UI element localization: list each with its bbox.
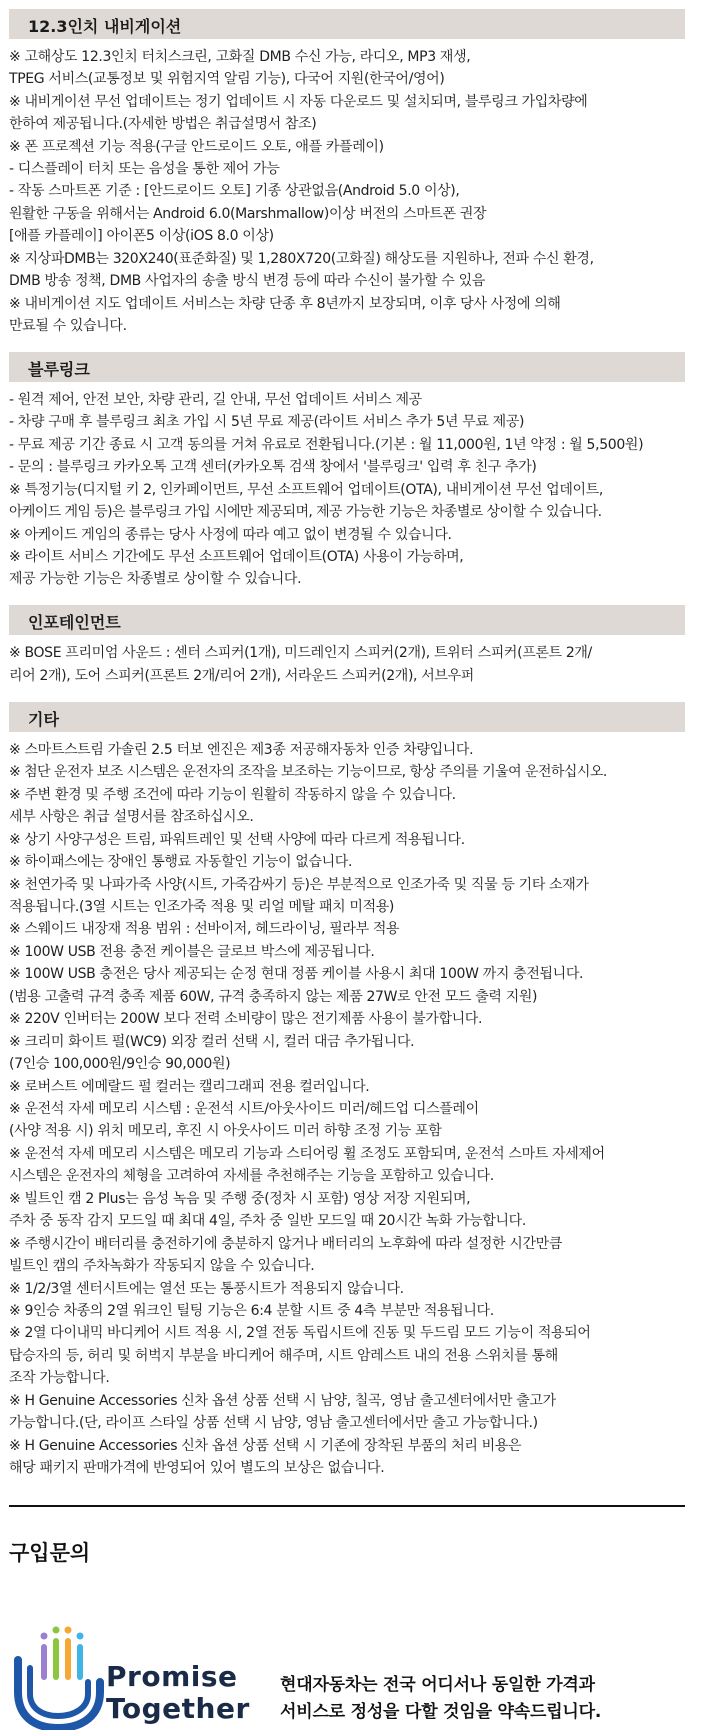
brand-tagline-line2: 서비스로 정성을 다할 것임을 약속드립니다. (280, 1702, 602, 1722)
note-line: ※ 220V 인버터는 200W 보다 전력 소비량이 많은 전기제품 사용이 불가합니다. (9, 1011, 483, 1027)
note-line: ※ BOSE 프리미엄 사운드 : 센터 스피커(1개), 미드레인지 스피커(2개), 트위터 스피커(프론트 2개/ (9, 645, 592, 661)
note-line: ※ 아케이드 게임의 종류는 당사 사정에 따라 예고 없이 변경될 수 있습니다. (9, 527, 452, 543)
note-line: ※ 스웨이드 내장재 적용 범위 : 선바이저, 헤드라이닝, 필라부 적용 (9, 921, 400, 937)
hand-logo-icon (8, 1612, 108, 1730)
note-line: - 작동 스마트폰 기준 : [안드로이드 오토] 기종 상관없음(Android 5.0 이상), (9, 183, 460, 199)
note-line: - 차량 구매 후 블루링크 최초 가입 시 5년 무료 제공(라이트 서비스 추가 5년 무료 제공) (9, 414, 525, 430)
note-line: ※ 2열 다이내믹 바디케어 시트 적용 시, 2열 전동 독립시트에 진동 및 두드림 모드 기능이 적용되어 (9, 1325, 591, 1341)
note-line: - 디스플레이 터치 또는 음성을 통한 제어 가능 (9, 161, 280, 177)
note-line: 한하여 제공됩니다.(자세한 방법은 취급설명서 참조) (9, 116, 317, 132)
note-line: ※ 운전석 자세 메모리 시스템은 메모리 기능과 스티어링 휠 조정도 포함되며, 운전석 스마트 자세제어 (9, 1146, 605, 1162)
section-title: 블루링크 (28, 360, 90, 379)
note-line: (범용 고출력 규격 충족 제품 60W, 규격 충족하지 않는 제품 27W로 안전 모드 출력 지원) (9, 989, 538, 1005)
note-line: ※ 내비게이션 지도 업데이트 서비스는 차량 단종 후 8년까지 보장되며, 이후 당사 사정에 의해 (9, 296, 561, 312)
note-line: 시스템은 운전자의 체형을 고려하여 자세를 추천해주는 기능을 포함하고 있습니다. (9, 1168, 494, 1184)
section-header-infotainment (9, 605, 685, 635)
note-line: ※ 9인승 차종의 2열 워크인 틸팅 기능은 6:4 분할 시트 중 4측 부분만 적용됩니다. (9, 1303, 494, 1319)
note-line: ※ 하이패스에는 장애인 통행료 자동할인 기능이 없습니다. (9, 854, 353, 870)
section-title: 12.3인치 내비게이션 (28, 17, 182, 36)
note-line: ※ 주행시간이 배터리를 충전하기에 충분하지 않거나 배터리의 노후화에 따라 설정한 시간만큼 (9, 1236, 562, 1252)
divider (9, 1505, 685, 1507)
purchase-inquiry-title: 구입문의 (9, 1541, 91, 1565)
note-line: 세부 사항은 취급 설명서를 참조하십시오. (9, 809, 254, 825)
note-line: - 문의 : 블루링크 카카오톡 고객 센터(카카오톡 검색 창에서 '블루링크' 입력 후 친구 추가) (9, 459, 537, 475)
note-line: ※ 내비게이션 무선 업데이트는 정기 업데이트 시 자동 다운로드 및 설치되며, 블루링크 가입차량에 (9, 94, 588, 110)
note-line: 해당 패키지 판매가격에 반영되어 있어 별도의 보상은 없습니다. (9, 1460, 385, 1476)
note-line: 적용됩니다.(3열 시트는 인조가죽 적용 및 리얼 메탈 패치 미적용) (9, 899, 395, 915)
note-line: - 무료 제공 기간 종료 시 고객 동의를 거쳐 유료로 전환됩니다.(기본 : 월 11,000원, 1년 약정 : 월 5,500원) (9, 437, 644, 453)
logo-dot-orange (65, 1627, 72, 1634)
logo-finger-cyan (77, 1644, 83, 1680)
section-header-bluelink (9, 352, 685, 382)
note-line: ※ H Genuine Accessories 신차 옵션 상품 선택 시 기존에 장착된 부품의 처리 비용은 (9, 1438, 522, 1454)
note-line: DMB 방송 정책, DMB 사업자의 송출 방식 변경 등에 따라 수신이 불가할 수 있음 (9, 273, 485, 289)
logo-finger-purple (41, 1644, 47, 1680)
note-line: 빌트인 캠의 주차녹화가 작동되지 않을 수 있습니다. (9, 1258, 315, 1274)
note-line: 탑승자의 등, 허리 및 허벅지 부분을 바디케어 해주며, 시트 암레스트 내의 전용 스위치를 통해 (9, 1348, 558, 1364)
brand-line-promise: Promise (106, 1660, 238, 1693)
section-title: 기타 (28, 710, 59, 729)
logo-finger-orange (65, 1638, 71, 1680)
note-line: - 원격 제어, 안전 보안, 차량 관리, 길 안내, 무선 업데이트 서비스 제공 (9, 392, 422, 408)
note-line: (7인승 100,000원/9인승 90,000원) (9, 1056, 231, 1072)
note-line: 리어 2개), 도어 스피커(프론트 2개/리어 2개), 서라운드 스피커(2개), 서브우퍼 (9, 668, 474, 684)
note-line: ※ 특정기능(디지털 키 2, 인카페이먼트, 무선 소프트웨어 업데이트(OTA), 내비게이션 무선 업데이트, (9, 482, 603, 498)
note-line: ※ 첨단 운전자 보조 시스템은 운전자의 조작을 보조하는 기능이므로, 항상 주의를 기울여 운전하십시오. (9, 764, 607, 780)
note-line: TPEG 서비스(교통정보 및 위험지역 알림 기능), 다국어 지원(한국어/영어) (9, 71, 445, 87)
note-line: 만료될 수 있습니다. (9, 318, 127, 334)
note-line: ※ 빌트인 캠 2 Plus는 음성 녹음 및 주행 중(정차 시 포함) 영상 저장 지원되며, (9, 1191, 471, 1207)
note-line: ※ H Genuine Accessories 신차 옵션 상품 선택 시 남양, 칠곡, 영남 출고센터에서만 출고가 (9, 1393, 556, 1409)
note-line: ※ 스마트스트림 가솔린 2.5 터보 엔진은 제3종 저공해자동차 인증 차량입니다. (9, 742, 474, 758)
note-line: ※ 100W USB 전용 충전 케이블은 글로브 박스에 제공됩니다. (9, 944, 375, 960)
logo-finger-green (53, 1638, 59, 1680)
note-line: 가능합니다.(단, 라이프 스타일 상품 선택 시 남양, 영남 출고센터에서만 출고 가능합니다.) (9, 1415, 538, 1431)
logo-dot-cyan (77, 1633, 84, 1640)
note-line: ※ 1/2/3열 센터시트에는 열선 또는 통풍시트가 적용되지 않습니다. (9, 1281, 404, 1297)
note-line: 주차 중 동작 감지 모드일 때 최대 4일, 주차 중 일반 모드일 때 20시간 녹화 가능합니다. (9, 1213, 526, 1229)
brand-line-together: Together (106, 1692, 250, 1725)
note-line: ※ 100W USB 충전은 당사 제공되는 순정 현대 정품 케이블 사용시 최대 100W 까지 충전됩니다. (9, 966, 584, 982)
note-line: ※ 지상파DMB는 320X240(표준화질) 및 1,280X720(고화질) 해상도를 지원하나, 전파 수신 환경, (9, 251, 594, 267)
note-line: ※ 폰 프로젝션 기능 적용(구글 안드로이드 오토, 애플 카플레이) (9, 139, 384, 155)
note-line: 원활한 구동을 위해서는 Android 6.0(Marshmallow)이상 버전의 스마트폰 권장 (9, 206, 487, 222)
section-header-navigation (9, 9, 685, 39)
note-line: 제공 가능한 기능은 차종별로 상이할 수 있습니다. (9, 571, 302, 587)
note-line: ※ 주변 환경 및 주행 조건에 따라 기능이 원활히 작동하지 않을 수 있습니다. (9, 787, 456, 803)
note-line: ※ 상기 사양구성은 트림, 파워트레인 및 선택 사양에 따라 다르게 적용됩니다. (9, 832, 465, 848)
note-line: ※ 로버스트 에메랄드 펄 컬러는 캘리그래피 전용 컬러입니다. (9, 1079, 370, 1095)
note-line: [애플 카플레이] 아이폰5 이상(iOS 8.0 이상) (9, 228, 274, 244)
note-line: ※ 크리미 화이트 펄(WC9) 외장 컬러 선택 시, 컬러 대금 추가됩니다. (9, 1034, 415, 1050)
note-line: 아케이드 게임 등)은 블루링크 가입 시에만 제공되며, 제공 가능한 기능은 차종별로 상이할 수 있습니다. (9, 504, 602, 520)
logo-dot-purple (41, 1633, 48, 1640)
note-line: 조작 가능합니다. (9, 1370, 110, 1386)
section-header-etc (9, 702, 685, 732)
note-line: ※ 천연가죽 및 나파가죽 사양(시트, 가죽감싸기 등)은 부분적으로 인조가죽 및 직물 등 기타 소재가 (9, 877, 589, 893)
logo-dot-green (53, 1627, 60, 1634)
brand-tagline-line1: 현대자동차는 전국 어디서나 동일한 가격과 (280, 1675, 595, 1695)
note-line: (사양 적용 시) 위치 메모리, 후진 시 아웃사이드 미러 하향 조정 기능 포함 (9, 1123, 442, 1139)
note-line: ※ 라이트 서비스 기간에도 무선 소프트웨어 업데이트(OTA) 사용이 가능하며, (9, 549, 464, 565)
section-title: 인포테인먼트 (28, 613, 121, 632)
note-line: ※ 운전석 자세 메모리 시스템 : 운전석 시트/아웃사이드 미러/헤드업 디스플레이 (9, 1101, 479, 1117)
note-line: ※ 고해상도 12.3인치 터치스크린, 고화질 DMB 수신 가능, 라디오, MP3 재생, (9, 49, 471, 65)
